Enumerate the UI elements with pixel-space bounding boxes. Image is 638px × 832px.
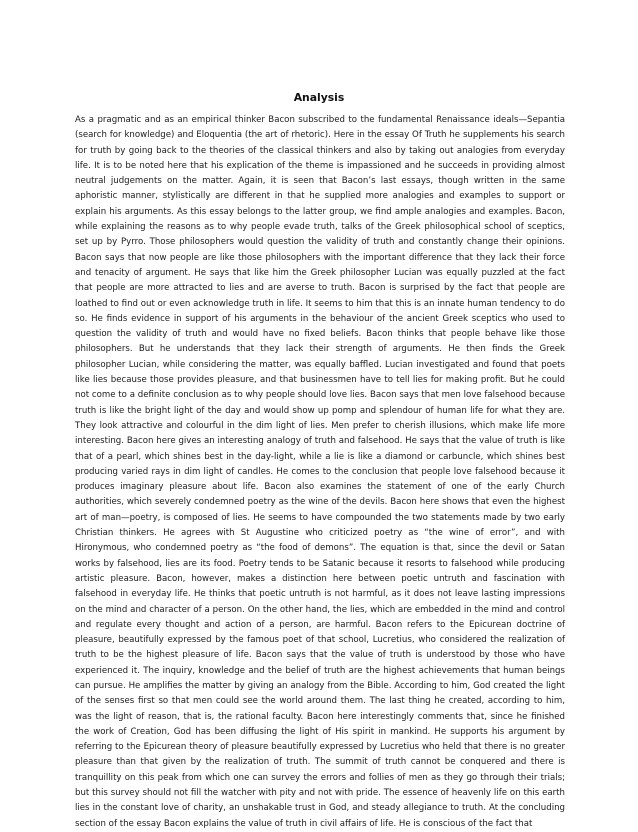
body-paragraph: As a pragmatic and as an empirical thinker Bacon subscribed to the fundamental Renaissance ideals—Sepantia (search for knowledge) and Eloquentia (the art of rhetoric). Here in the essay Of Truth he supplements his search for truth by going back to the theories of the classical thinkers and also by taking out analogies from everyday life. It is to be noted here that his explication of the theme is impassioned and he succeeds in providing almost neutral judgements on the matter. Again, it is seen that Bacon’s last essays, though written in the same aphoristic manner, stylistically are different in that he supplied more analogies and examples to support or explain his arguments. As this essay belongs to the latter group, we find ample analogies and examples. Bacon, while explaining the reasons as to why people evade truth, talks of the Greek philosophical school of sceptics, set up by Pyrro. Those philosophers would question the validity of truth and constantly change their opinions. Bacon says that now people are like those philosophers with the important difference that they lack their force and tenacity of argument. He says that like him the Greek philosopher Lucian was equally puzzled at the fact that people are more attracted to lies and are averse to truth. Bacon is surprised by the fact that people are loathed to find out or even acknowledge truth in life. It seems to him that this is an innate human tendency to do so. He finds evidence in support of his arguments in the behaviour of the ancient Greek sceptics who used to question the validity of truth and would have no fixed beliefs. Bacon thinks that people behave like those philosophers. But he understands that they lack their strength of arguments. He then finds the Greek philosopher Lucian, while considering the matter, was equally baffled. Lucian investigated and found that poets like lies because those provides pleasure, and that businessmen have to tell lies for making profit. But he could not come to a definite conclusion as to why people should love lies. Bacon says that men love falsehood because truth is like the bright light of the day and would show up pomp and splendour of human life for what they are. They look attractive and colourful in the dim light of lies. Men prefer to cherish illusions, which make life more interesting. Bacon here gives an interesting analogy of truth and falsehood. He says that the value of truth is like that of a pearl, which shines best in the day-light, while a lie is like a diamond or carbuncle, which shines best producing varied rays in dim light of candles. He comes to the conclusion that people love falsehood because it produces imaginary pleasure about life. Bacon also examines the statement of one of the early Church authorities, which severely condemned poetry as the wine of the devils. Bacon here shows that even the highest art of man—poetry, is composed of lies. He seems to have compounded the two statements made by two early Christian thinkers. He agrees with St Augustine who criticized poetry as “the wine of error”, and with Hironymous, who condemned poetry as “the food of demons”. The equation is that, since the devil or Satan works by falsehood, lies are its food. Poetry tends to be Satanic because it resorts to falsehood while producing artistic pleasure. Bacon, however, makes a distinction here between poetic untruth and fascination with falsehood in everyday life. He thinks that poetic untruth is not harmful, as it does not leave lasting impressions on the mind and character of a person. On the other hand, the lies, which are embedded in the mind and control and regulate every thought and action of a person, are harmful. Bacon refers to the Epicurean doctrine of pleasure, beautifully expressed by the famous poet of that school, Lucretius, who considered the realization of truth to be the highest pleasure of life. Bacon says that the value of truth is understood by those who have experienced it. The inquiry, knowledge and the belief of truth are the highest achievements that human beings can pursue. He amplifies the matter by giving an analogy from the Bible. According to him, God created the light of the senses first so that men could see the world around them. The last thing he created, according to him, was the light of reason, that is, the rational faculty. Bacon here interestingly comments that, since he finished the work of Creation, God has been diffusing the light of His spirit in mankind. He supports his argument by referring to the Epicurean theory of pleasure beautifully expressed by Lucretius who held that there is no greater pleasure than that given by the realization of truth. The summit of truth cannot be conquered and there is tranquillity on this peak from which one can survey the errors and follies of men as they go through their trials; but this survey should not fill the watcher with pity and not with pride. The essence of heavenly life on this earth lies in the constant love of charity, an unshakable trust in God, and steady allegiance to truth. At the concluding section of the essay Bacon explains the value of truth in civil affairs of life. He is conscious of the fact that: [75, 115, 565, 829]
page-title: Analysis: [293, 91, 345, 104]
